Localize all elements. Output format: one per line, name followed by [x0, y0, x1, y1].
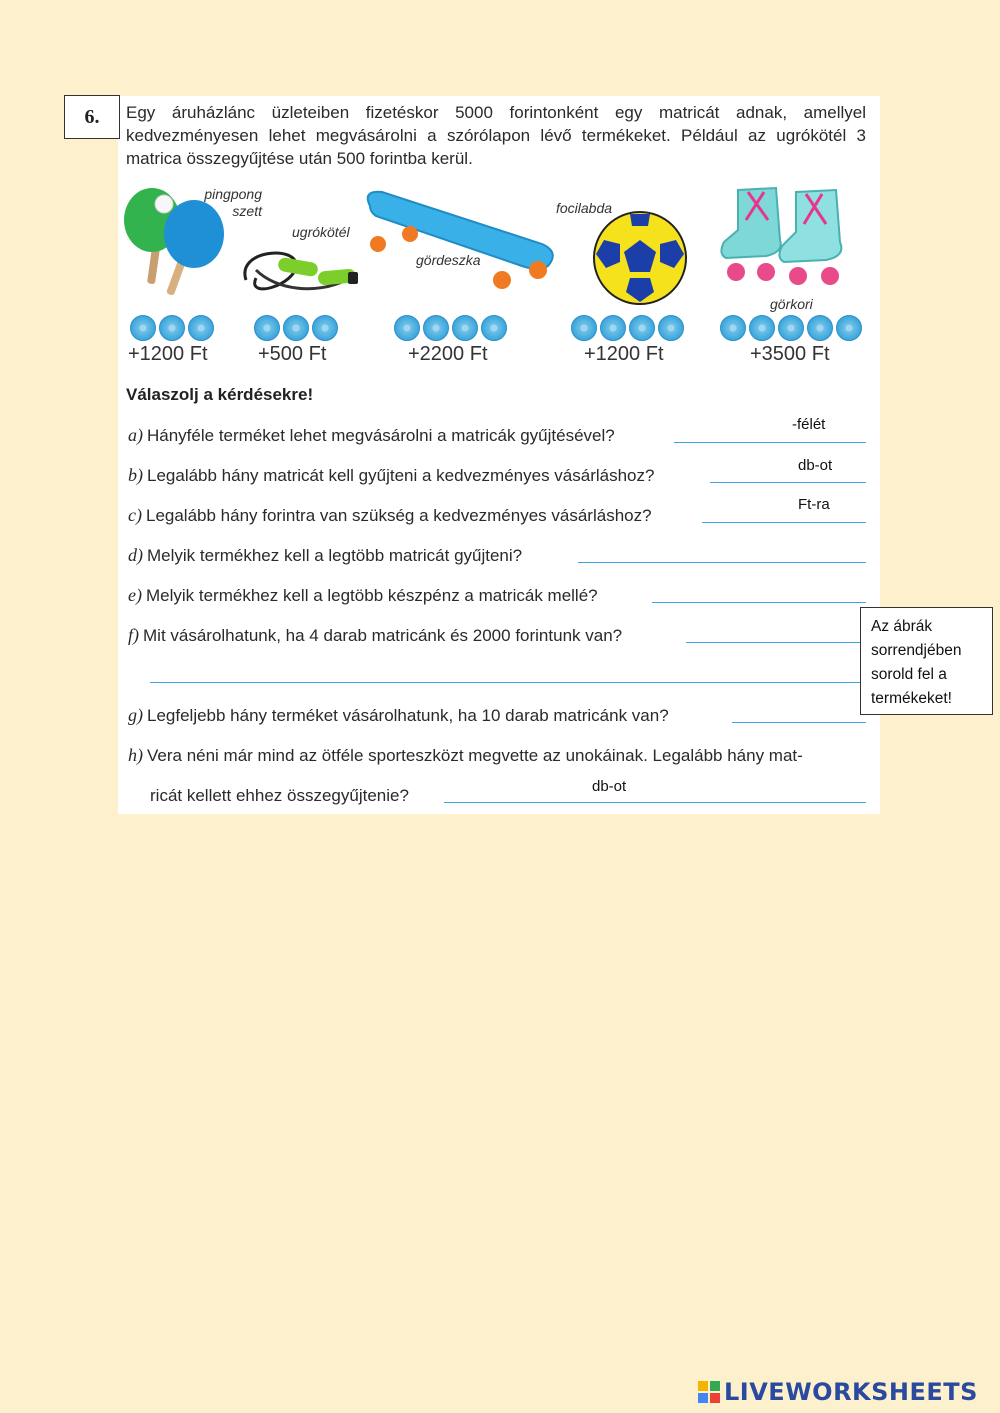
product-label-football: focilabda: [556, 200, 613, 216]
sticker-icon: [629, 315, 655, 341]
question-letter: b): [128, 465, 143, 485]
question-letter: d): [128, 545, 143, 565]
sticker-icon: [600, 315, 626, 341]
question-text: Legfeljebb hány terméket vásárolhatunk, ha 10 darab matricánk van?: [147, 706, 669, 725]
hint-box: Az ábrák sorrendjében sorold fel a termékeket!: [860, 607, 993, 715]
sticker-icon: [188, 315, 214, 341]
sticker-icon: [658, 315, 684, 341]
brand-text: LIVEWORKSHEETS: [724, 1378, 978, 1406]
sticker-icon: [571, 315, 597, 341]
roller-skates-image: [718, 180, 868, 295]
intro-text: Egy áruházlánc üzleteiben fizetéskor 5000 forintonként egy matricát adnak, amellyel kedvezményesen lehet megvásárolni a szórólapon lévő termékeket. Például az ugrókötél 3 matrica összegyűjtése után 500 forintba kerül.: [126, 103, 866, 168]
answer-suffix-c: Ft-ra: [798, 496, 830, 513]
stickers-skateboard: [394, 315, 507, 341]
liveworksheets-brand: [698, 1378, 978, 1406]
question-text: Hányféle terméket lehet megvásárolni a matricák gyűjtésével?: [147, 426, 615, 445]
question-b: [128, 465, 654, 486]
answer-line-e[interactable]: [652, 602, 866, 603]
product-label-skateboard: gördeszka: [416, 252, 481, 268]
sticker-icon: [749, 315, 775, 341]
question-text: Melyik termékhez kell a legtöbb matricát gyűjteni?: [147, 546, 523, 565]
sticker-icon: [778, 315, 804, 341]
sticker-icon: [452, 315, 478, 341]
stickers-roller-skates: [720, 315, 862, 341]
price-skateboard: +2200 Ft: [408, 343, 488, 365]
price-roller-skates: +3500 Ft: [750, 343, 830, 365]
question-letter: f): [128, 625, 139, 645]
sticker-icon: [481, 315, 507, 341]
sticker-icon: [254, 315, 280, 341]
price-jump-rope: +500 Ft: [258, 343, 327, 365]
product-label-jump-rope: ugrókötél: [292, 224, 350, 240]
sticker-icon: [130, 315, 156, 341]
sticker-icon: [720, 315, 746, 341]
question-a: [128, 425, 615, 446]
answer-line-g[interactable]: [732, 722, 866, 723]
answer-line-h[interactable]: [444, 802, 866, 803]
question-g: [128, 705, 669, 726]
question-text: Legalább hány matricát kell gyűjteni a kedvezményes vásárláshoz?: [147, 466, 655, 485]
question-text: Mit vásárolhatunk, ha 4 darab matricánk és 2000 forintunk van?: [143, 626, 623, 645]
answer-line-f1[interactable]: [686, 642, 860, 643]
question-letter: g): [128, 705, 143, 725]
question-letter: e): [128, 585, 142, 605]
answer-line-d[interactable]: [578, 562, 866, 563]
price-football: +1200 Ft: [584, 343, 664, 365]
answer-suffix-b: db-ot: [798, 457, 833, 474]
sticker-icon: [423, 315, 449, 341]
questions-heading: Válaszolj a kérdésekre!: [126, 385, 314, 404]
question-f: [128, 625, 622, 646]
question-text: Legalább hány forintra van szükség a kedvezményes vásárláshoz?: [145, 506, 652, 525]
sticker-icon: [283, 315, 309, 341]
task-number: 6.: [64, 95, 120, 139]
question-letter: a): [128, 425, 143, 445]
answer-line-b[interactable]: [710, 482, 866, 483]
question-letter: c): [128, 505, 142, 525]
sticker-icon: [807, 315, 833, 341]
question-h-continued: ricát kellett ehhez összegyűjtenie?: [150, 786, 409, 805]
question-letter: h): [128, 745, 143, 765]
stickers-jump-rope: [254, 315, 338, 341]
question-text: Melyik termékhez kell a legtöbb készpénz a matricák mellé?: [145, 586, 598, 605]
product-label-roller-skates: görkori: [770, 296, 813, 312]
stickers-football: [571, 315, 684, 341]
question-d: [128, 545, 522, 566]
question-text: Vera néni már mind az ötféle sporteszközt megvette az unokáinak. Legalább hány mat-: [147, 746, 803, 765]
price-pingpong: +1200 Ft: [128, 343, 208, 365]
answer-suffix-h: db-ot: [592, 778, 627, 795]
question-e: [128, 585, 598, 606]
stickers-pingpong: [130, 315, 214, 341]
sticker-icon: [159, 315, 185, 341]
football-image: [590, 210, 690, 310]
liveworksheets-logo-icon: [698, 1381, 720, 1403]
jump-rope-image: [236, 240, 360, 304]
question-h: [128, 745, 803, 766]
product-label-pingpong: pingpong szett: [204, 186, 262, 219]
sticker-icon: [312, 315, 338, 341]
sticker-icon: [836, 315, 862, 341]
question-c: [128, 505, 652, 526]
answer-line-f2[interactable]: [150, 682, 860, 683]
sticker-icon: [394, 315, 420, 341]
answer-line-a[interactable]: [674, 442, 866, 443]
answer-line-c[interactable]: [702, 522, 866, 523]
answer-suffix-a: -félét: [792, 416, 826, 433]
skateboard-image: [362, 186, 562, 296]
